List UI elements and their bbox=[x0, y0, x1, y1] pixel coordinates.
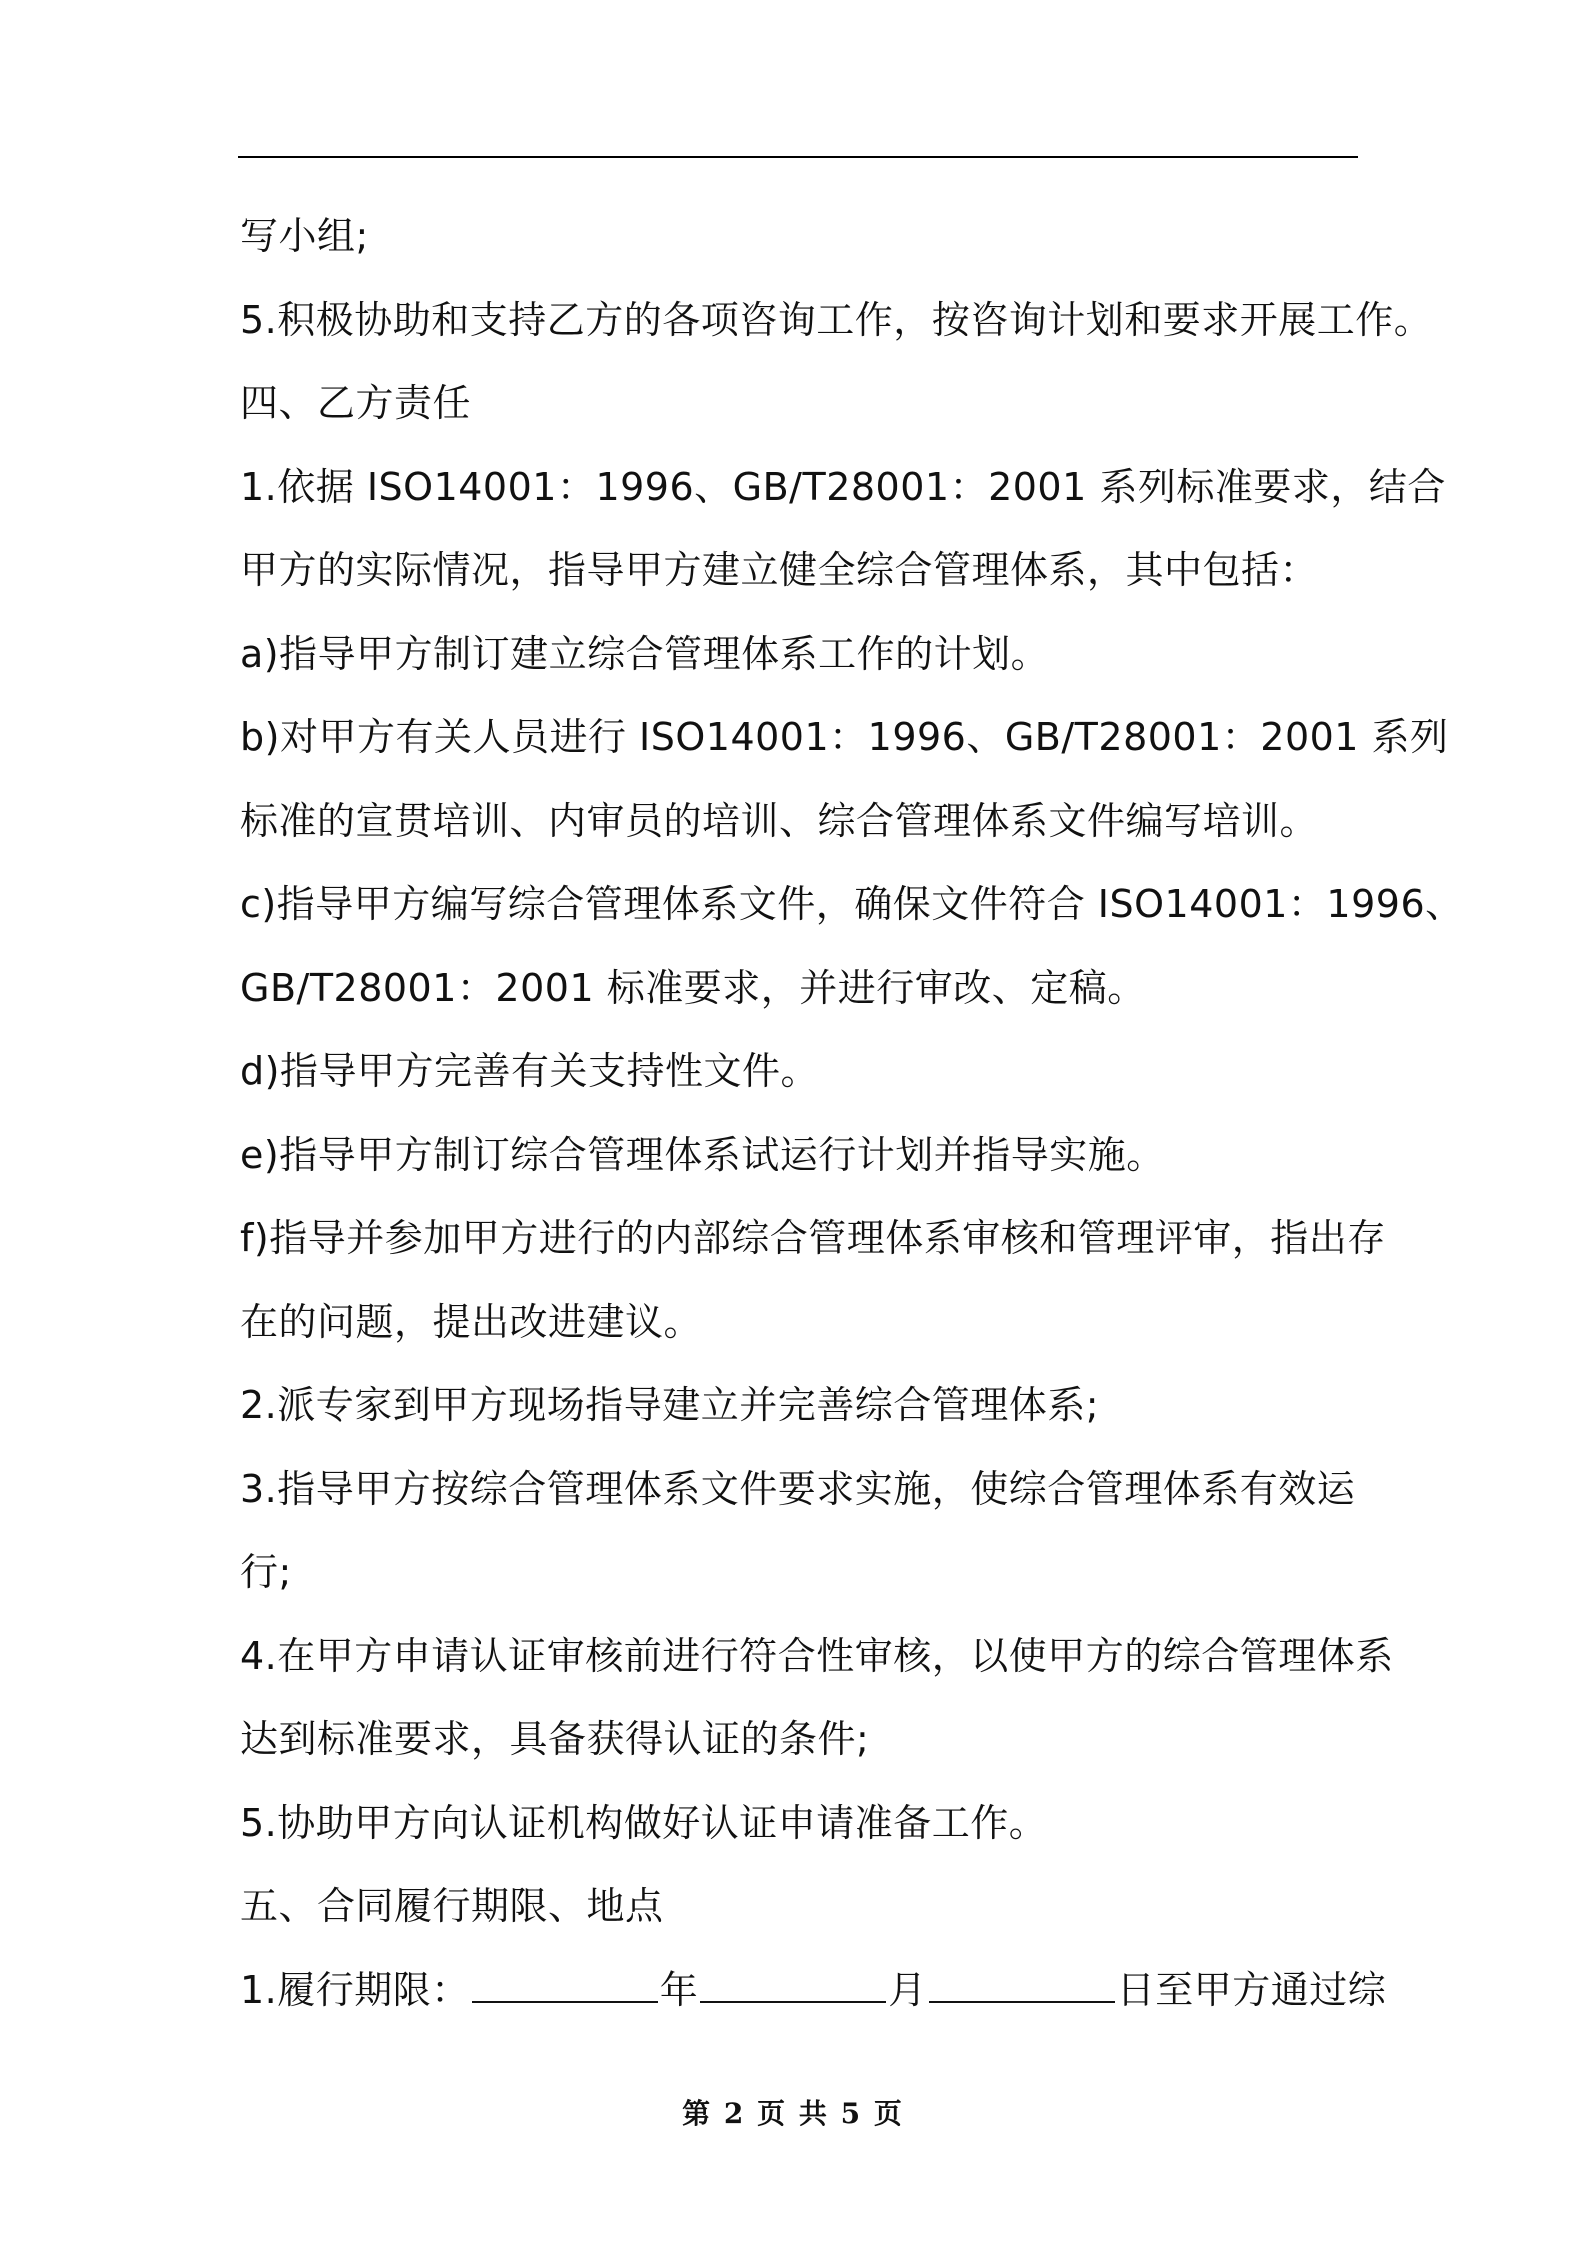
text-line: 在的问题，提出改进建议。 bbox=[240, 1299, 703, 1344]
header-rule bbox=[238, 156, 1358, 158]
day-blank bbox=[929, 1965, 1115, 2003]
text-line: 5.协助甲方向认证机构做好认证申请准备工作。 bbox=[240, 1800, 1048, 1845]
text-line: GB/T28001：2001 标准要求，并进行审改、定稿。 bbox=[240, 965, 1146, 1010]
year-blank bbox=[472, 1965, 658, 2003]
text-line: b)对甲方有关人员进行 ISO14001：1996、GB/T28001：2001 系列 bbox=[240, 715, 1449, 759]
term-suffix: 日至甲方通过综 bbox=[1116, 1967, 1387, 2012]
text-line: 1.依据 ISO14001：1996、GB/T28001：2001 系列标准要求，结合 bbox=[240, 464, 1446, 509]
text-line: 3.指导甲方按综合管理体系文件要求实施，使综合管理体系有效运 bbox=[240, 1466, 1356, 1511]
year-label: 年 bbox=[659, 1967, 699, 2012]
text-line: a)指导甲方制订建立综合管理体系工作的计划。 bbox=[240, 631, 1050, 676]
section-heading: 五、合同履行期限、地点 bbox=[240, 1884, 664, 1928]
text-line: 标准的宣贯培训、内审员的培训、综合管理体系文件编写培训。 bbox=[240, 798, 1319, 843]
text-line: 4.在甲方申请认证审核前进行符合性审核，以使甲方的综合管理体系 bbox=[240, 1633, 1394, 1678]
page-footer: 第 2 页 共 5 页 bbox=[682, 2097, 904, 2130]
text-line: e)指导甲方制订综合管理体系试运行计划并指导实施。 bbox=[240, 1132, 1165, 1177]
section-heading: 四、乙方责任 bbox=[240, 381, 472, 425]
text-line: c)指导甲方编写综合管理体系文件，确保文件符合 ISO14001：1996、 bbox=[240, 882, 1464, 926]
text-line: d)指导甲方完善有关支持性文件。 bbox=[240, 1049, 819, 1093]
text-line: 2.派专家到甲方现场指导建立并完善综合管理体系; bbox=[240, 1383, 1100, 1427]
text-line-with-blanks bbox=[240, 1949, 1387, 2033]
text-line: f)指导并参加甲方进行的内部综合管理体系审核和管理评审，指出存 bbox=[240, 1216, 1386, 1260]
body-text bbox=[240, 195, 1464, 2032]
term-label: 1.履行期限： bbox=[240, 1967, 470, 2012]
text-line: 5.积极协助和支持乙方的各项咨询工作，按咨询计划和要求开展工作。 bbox=[240, 297, 1433, 342]
text-line: 甲方的实际情况，指导甲方建立健全综合管理体系，其中包括： bbox=[240, 548, 1319, 592]
text-line: 达到标准要求，具备获得认证的条件; bbox=[240, 1717, 870, 1761]
month-label: 月 bbox=[888, 1967, 927, 2012]
text-line: 行; bbox=[240, 1550, 292, 1594]
text-line: 写小组; bbox=[240, 214, 369, 258]
month-blank bbox=[700, 1965, 886, 2003]
